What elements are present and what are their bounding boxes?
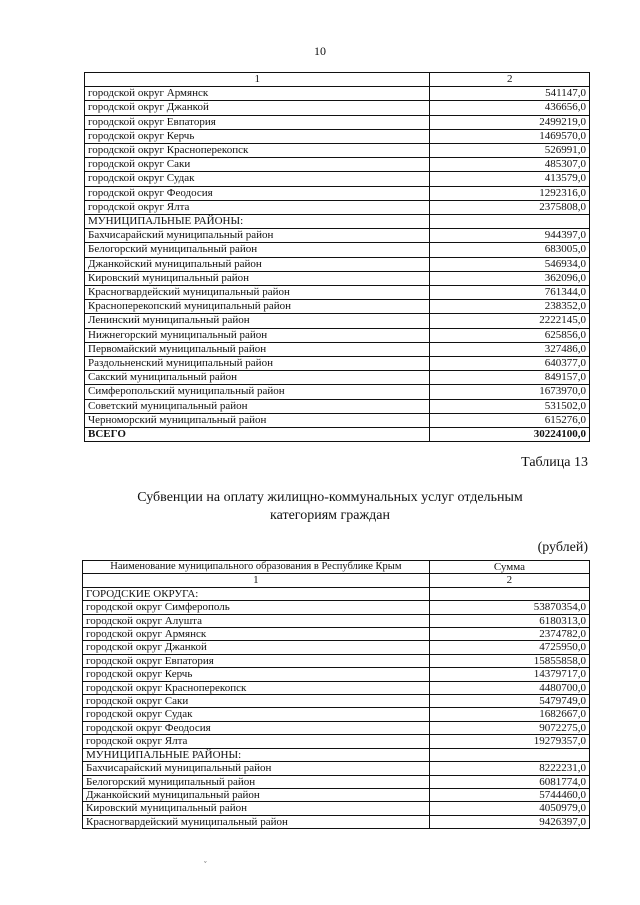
row-name: Красногвардейский муниципальный район [83,815,430,828]
row-value: 413579,0 [430,172,590,186]
table-row [85,371,590,385]
row-value: 6081774,0 [429,775,589,788]
table-row [85,385,590,399]
row-value: 1682667,0 [429,708,589,721]
row-value: 683005,0 [430,243,590,257]
row-value: 8222231,0 [429,762,589,775]
row-value: 541147,0 [430,87,590,101]
row-value [429,587,589,600]
row-name: городской округ Джанкой [85,101,430,115]
row-name: МУНИЦИПАЛЬНЫЕ РАЙОНЫ: [85,215,430,229]
table-row [85,215,590,229]
row-value: 640377,0 [430,357,590,371]
row-name: Джанкойский муниципальный район [83,788,430,801]
table-row [85,342,590,356]
table-row [85,314,590,328]
table-row [83,802,590,815]
row-name: Красногвардейский муниципальный район [85,286,430,300]
table-row [83,628,590,641]
unit-label: (рублей) [537,540,588,555]
table-row [83,775,590,788]
row-value: 2374782,0 [429,628,589,641]
row-name: Кировский муниципальный район [83,802,430,815]
table-row [85,172,590,186]
row-name: городской округ Симферополь [83,601,430,614]
table-title [100,489,560,525]
row-name: городской округ Ялта [83,735,430,748]
column-number-row [83,574,590,587]
subsidies-table [82,560,590,829]
table-row [85,158,590,172]
table-row [85,300,590,314]
row-value: 526991,0 [430,144,590,158]
continued-table [84,72,590,442]
table-row [85,144,590,158]
table-row [85,115,590,129]
row-name: Кировский муниципальный район [85,271,430,285]
row-name: городской округ Судак [85,172,430,186]
row-name: городской округ Евпатория [83,654,430,667]
row-name: городской округ Красноперекопск [85,144,430,158]
table-row [85,357,590,371]
row-value: 6180313,0 [429,614,589,627]
table-row [83,614,590,627]
row-value: 4725950,0 [429,641,589,654]
row-name: ГОРОДСКИЕ ОКРУГА: [83,587,430,600]
table-row [85,229,590,243]
column-number-2: 2 [429,574,589,587]
row-value: 15855858,0 [429,654,589,667]
row-value [430,215,590,229]
row-value: 53870354,0 [429,601,589,614]
table-row [85,257,590,271]
row-name: Бахчисарайский муниципальный район [83,762,430,775]
row-name: Нижнегорский муниципальный район [85,328,430,342]
row-name: МУНИЦИПАЛЬНЫЕ РАЙОНЫ: [83,748,430,761]
table-row [83,641,590,654]
row-name: городской округ Саки [85,158,430,172]
row-name: Джанкойский муниципальный район [85,257,430,271]
table-row [85,129,590,143]
row-value: 849157,0 [430,371,590,385]
column-number-row [85,73,590,87]
row-value: 9072275,0 [429,721,589,734]
table-title-line-2: категориям граждан [270,508,390,523]
table-row [85,200,590,214]
row-value: 546934,0 [430,257,590,271]
scan-mark: ˇ [204,860,207,869]
row-name: Красноперекопский муниципальный район [85,300,430,314]
row-name: городской округ Алушта [83,614,430,627]
row-name: Советский муниципальный район [85,399,430,413]
row-name: городской округ Красноперекопск [83,681,430,694]
row-value: 2375808,0 [430,200,590,214]
total-label: ВСЕГО [85,428,430,442]
table-row [85,186,590,200]
total-row [85,428,590,442]
table-label: Таблица 13 [521,455,588,470]
total-value: 30224100,0 [430,428,590,442]
table-row [83,587,590,600]
row-name: городской округ Ялта [85,200,430,214]
row-value: 14379717,0 [429,668,589,681]
row-value: 238352,0 [430,300,590,314]
row-value: 362096,0 [430,271,590,285]
table-row [85,243,590,257]
row-value [429,748,589,761]
row-value: 1292316,0 [430,186,590,200]
table-row [83,708,590,721]
row-name: Бахчисарайский муниципальный район [85,229,430,243]
table-row [85,87,590,101]
row-value: 9426397,0 [429,815,589,828]
row-value: 615276,0 [430,413,590,427]
row-value: 2222145,0 [430,314,590,328]
table-row [83,788,590,801]
column-number-1: 1 [85,73,430,87]
table-row [83,695,590,708]
page-number: 10 [314,44,326,58]
table-row [83,721,590,734]
row-name: городской округ Судак [83,708,430,721]
row-name: Белогорский муниципальный район [83,775,430,788]
row-value: 436656,0 [430,101,590,115]
row-value: 1673970,0 [430,385,590,399]
table-row [85,413,590,427]
column-number-2: 2 [430,73,590,87]
column-header-name: Наименование муниципального образования в Республике Крым [83,561,430,574]
row-name: городской округ Саки [83,695,430,708]
row-value: 327486,0 [430,342,590,356]
table-row [85,286,590,300]
row-name: Раздольненский муниципальный район [85,357,430,371]
table-row [83,681,590,694]
table-row [83,762,590,775]
row-value: 761344,0 [430,286,590,300]
header-row [83,561,590,574]
row-name: городской округ Керчь [85,129,430,143]
column-number-1: 1 [83,574,430,587]
table-row [83,815,590,828]
table-row [83,735,590,748]
row-name: городской округ Евпатория [85,115,430,129]
row-value: 5744460,0 [429,788,589,801]
row-value: 5479749,0 [429,695,589,708]
row-name: городской округ Феодосия [83,721,430,734]
row-value: 4480700,0 [429,681,589,694]
row-value: 531502,0 [430,399,590,413]
table-row [85,328,590,342]
table-row [83,654,590,667]
row-value: 625856,0 [430,328,590,342]
row-value: 4050979,0 [429,802,589,815]
table-row [85,101,590,115]
column-header-sum: Сумма [429,561,589,574]
table-row [83,748,590,761]
row-name: городской округ Джанкой [83,641,430,654]
row-name: Белогорский муниципальный район [85,243,430,257]
row-name: городской округ Керчь [83,668,430,681]
row-value: 944397,0 [430,229,590,243]
continued-table-body [85,87,590,428]
row-value: 1469570,0 [430,129,590,143]
table-title-line-1: Субвенции на оплату жилищно-коммунальных услуг отдельным [137,490,523,505]
row-name: Симферопольский муниципальный район [85,385,430,399]
row-value: 19279357,0 [429,735,589,748]
table-row [85,271,590,285]
table-row [83,601,590,614]
table-row [85,399,590,413]
row-value: 485307,0 [430,158,590,172]
row-name: Черноморский муниципальный район [85,413,430,427]
row-name: городской округ Феодосия [85,186,430,200]
table-row [83,668,590,681]
subsidies-table-body [83,587,590,828]
row-name: городской округ Армянск [85,87,430,101]
row-value: 2499219,0 [430,115,590,129]
row-name: городской округ Армянск [83,628,430,641]
row-name: Сакский муниципальный район [85,371,430,385]
row-name: Ленинский муниципальный район [85,314,430,328]
row-name: Первомайский муниципальный район [85,342,430,356]
